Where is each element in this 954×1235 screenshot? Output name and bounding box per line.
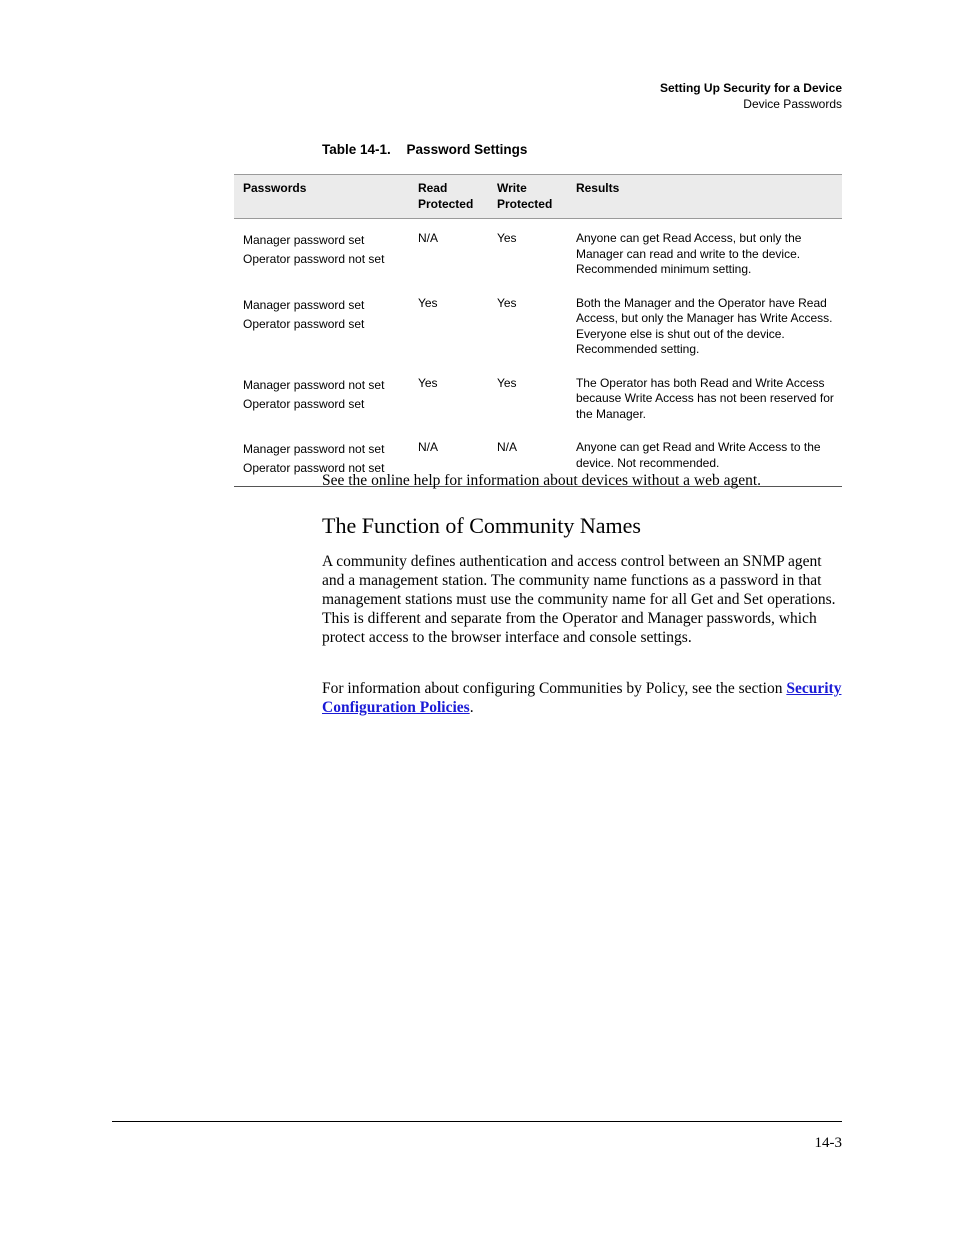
manager-password-state: Manager password not set: [243, 377, 385, 392]
table-row: [234, 370, 842, 435]
table-row: [234, 219, 842, 290]
community-paragraph: A community defines authentication and access control between an SNMP agent and a management station. The community name functions as a password in that management stations must use the community name for all Get and Set operations. This is different and separate from the Operator and Manager passwords, which protect access to the browser interface and console settings.: [322, 553, 836, 646]
policy-paragraph-text: For information about configuring Communities by Policy, see the section: [322, 680, 783, 697]
security-configuration-policies-link[interactable]: Security Configuration Policies: [322, 680, 842, 716]
web-agent-note: See the online help for information about devices without a web agent.: [322, 472, 762, 489]
write-protected-cell: N/A: [488, 434, 567, 487]
page-number: 14-3: [814, 1135, 842, 1151]
policy-paragraph: [322, 679, 842, 717]
section-title: Device Passwords: [743, 97, 842, 111]
results-cell: Anyone can get Read and Write Access to the device. Not recommended.: [567, 434, 842, 487]
results-cell: The Operator has both Read and Write Access because Write Access has not been reserved for the Manager.: [575, 375, 834, 421]
header-read-protected: [409, 175, 488, 219]
read-protected-cell: N/A: [417, 231, 438, 245]
table-title: Password Settings: [406, 142, 528, 157]
operator-password-state: Operator password set: [243, 316, 365, 331]
results-cell: Both the Manager and the Operator have Read Access, but only the Manager has Write Access. Everyone else is shut out of the device. Recommended setting.: [575, 295, 833, 356]
footer-rule: [112, 1121, 842, 1122]
header-passwords: Passwords: [234, 175, 409, 219]
write-protected-cell: Yes: [496, 295, 517, 310]
manager-password-state: Manager password set: [243, 297, 365, 312]
section-heading: The Function of Community Names: [322, 513, 641, 538]
header-write-protected: [488, 175, 567, 219]
header-results: Results: [567, 175, 842, 219]
chapter-title: Setting Up Security for a Device: [659, 81, 842, 95]
passwords-cell: [234, 370, 409, 435]
read-protected-cell: Yes: [417, 375, 438, 390]
header-read-protected-label: Read Protected: [417, 181, 474, 211]
policy-paragraph-end: .: [469, 699, 474, 716]
manager-password-state: Manager password set: [243, 233, 365, 247]
read-protected-cell: Yes: [417, 295, 438, 310]
running-head: [660, 80, 842, 112]
write-protected-cell: Yes: [496, 231, 517, 245]
table-number: Table 14-1.: [322, 142, 391, 157]
table-row: [234, 290, 842, 370]
write-protected-cell: Yes: [496, 375, 517, 390]
operator-password-state: Operator password not set: [243, 461, 385, 475]
table-caption: [322, 142, 527, 157]
header-write-protected-label: Write Protected: [496, 181, 553, 211]
results-cell: Anyone can get Read Access, but only the Manager can read and write to the device. Recommended minimum setting.: [575, 231, 802, 276]
table-header-row: [234, 175, 842, 219]
manager-password-state: Manager password not set: [243, 442, 385, 456]
passwords-cell: [234, 290, 409, 370]
read-protected-cell: N/A: [409, 434, 488, 487]
passwords-cell: [234, 219, 409, 290]
operator-password-state: Operator password not set: [243, 252, 385, 266]
operator-password-state: Operator password set: [243, 396, 365, 411]
password-settings-table: [234, 174, 842, 487]
